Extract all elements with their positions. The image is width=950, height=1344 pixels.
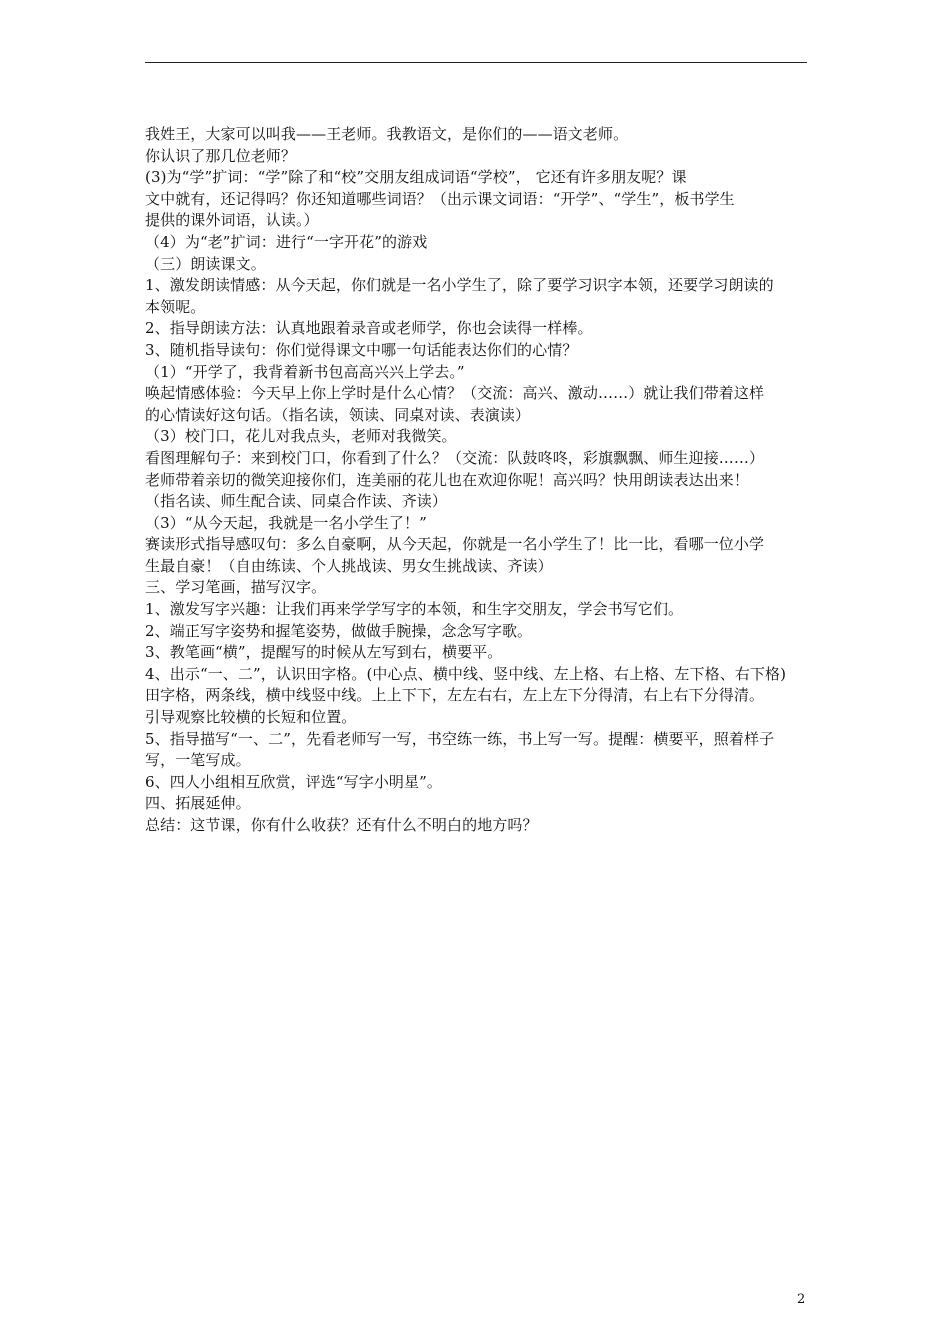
text-line: 3、随机指导读句：你们觉得课文中哪一句话能表达你们的心情？ xyxy=(145,340,578,359)
text-line: （4）为“老”扩词：进行“一字开花”的游戏 xyxy=(145,232,428,251)
text-line: 引导观察比较横的长短和位置。 xyxy=(145,708,357,727)
text-line: 4、出示“一、二”，认识田字格。(中心点、横中线、竖中线、左上格、右上格、左下格、右下格) xyxy=(145,664,787,683)
text-line: 唤起情感体验：今天早上你上学时是什么心情？（交流：高兴、激动……）就让我们带着这样 xyxy=(145,384,765,403)
text-line: （1）“开学了，我背着新书包高高兴兴上学去。” xyxy=(145,362,465,381)
text-line: 的心情读好这句话。（指名读，领读、同桌对读、表演读） xyxy=(145,405,531,424)
section-heading: 四、拓展延伸。 xyxy=(145,794,251,813)
text-line: 你认识了那几位老师？ xyxy=(145,146,297,165)
text-line: 1、激发写字兴趣：让我们再来学学写字的本领，和生字交朋友，学会书写它们。 xyxy=(145,600,684,619)
text-line: 本领呢。 xyxy=(145,297,206,316)
text-line: 老师带着亲切的微笑迎接你们，连美丽的花儿也在欢迎你呢！高兴吗？快用朗读表达出来！ xyxy=(145,470,750,489)
page-number: 2 xyxy=(797,1292,806,1307)
text-line: 提供的课外词语，认读。） xyxy=(145,211,319,230)
text-line: 赛读形式指导感叹句：多么自豪啊，从今天起，你就是一名小学生了！比一比，看哪一位小学 xyxy=(145,535,765,554)
text-line: 2、端正写字姿势和握笔姿势，做做手腕操，念念写字歌。 xyxy=(145,621,533,640)
text-line: 1、激发朗读情感：从今天起，你们就是一名小学生了，除了要学习识字本领，还要学习朗读的 xyxy=(145,276,774,295)
document-body xyxy=(145,124,813,837)
section-heading: （三）朗读课文。 xyxy=(145,254,266,273)
section-heading: 三、学习笔画，描写汉字。 xyxy=(145,578,327,597)
text-line: 6、四人小组相互欣赏，评选“写字小明星”。 xyxy=(145,772,442,791)
text-line: 写，一笔写成。 xyxy=(145,751,251,770)
text-line: （指名读、师生配合读、同桌合作读、齐读） xyxy=(145,492,448,511)
text-line: 我姓王，大家可以叫我——王老师。我教语文，是你们的——语文老师。 xyxy=(145,125,629,143)
header-rule xyxy=(145,62,807,63)
text-line: （3）“从今天起，我就是一名小学生了！” xyxy=(145,513,427,532)
text-line: 3、教笔画“横”，提醒写的时候从左写到右，横要平。 xyxy=(145,643,503,662)
text-line: 总结：这节课，你有什么收获？还有什么不明白的地方吗？ xyxy=(145,816,538,834)
text-line: (3)为“学”扩词：“学”除了和“校”交朋友组成词语“学校”， 它还有许多朋友呢？课 xyxy=(145,168,687,187)
text-line: 2、指导朗读方法：认真地跟着录音或老师学，你也会读得一样棒。 xyxy=(145,319,593,338)
text-line: 文中就有，还记得吗？你还知道哪些词语？（出示课文词语：“开学”、“学生”，板书学生 xyxy=(145,189,735,208)
text-line: 5、指导描写“一、二”，先看老师写一写，书空练一练，书上写一写。提醒：横要平，照着样子 xyxy=(145,729,775,748)
text-line: 看图理解句子：来到校门口，你看到了什么？（交流：队鼓咚咚，彩旗飘飘、师生迎接……） xyxy=(145,448,765,467)
text-line: 田字格，两条线，横中线竖中线。上上下下，左左右右，左上左下分得清，右上右下分得清。 xyxy=(145,686,765,705)
text-line: （3）校门口，花儿对我点头，老师对我微笑。 xyxy=(145,427,457,446)
text-line: 生最自豪！（自由练读、个人挑战读、男女生挑战读、齐读） xyxy=(145,556,553,575)
